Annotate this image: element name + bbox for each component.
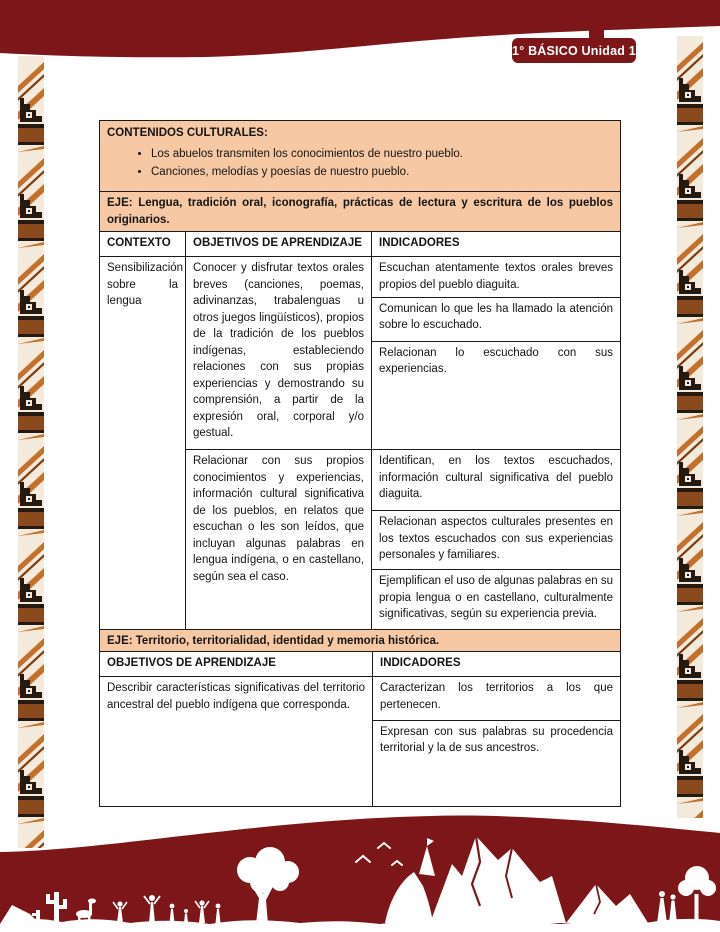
list-item: • Los abuelos transmiten los conocimientos de nuestro pueblo. — [151, 146, 613, 163]
eje-territorio-cell: EJE: Territorio, territorialidad, identidad y memoria histórica. — [100, 629, 620, 651]
indicador-cell: Caracterizan los territorios a los que pertenecen. — [380, 682, 613, 711]
objetivo-cell: Relacionar con sus propios conocimientos y experiencias, información cultural significativa de los pueblos, en relatos que escuchan o les son leídos, que incluyan algunas palabras en lengua indígena, o en castellano, según sea el caso. — [186, 449, 371, 629]
column-header-indicadores: INDICADORES — [372, 652, 620, 676]
list-item: • Canciones, melodías y poesías de nuestro pueblo. — [151, 164, 613, 181]
column-header-contexto: CONTEXTO — [107, 237, 171, 249]
oa-rows-lengua — [100, 256, 620, 629]
indicador-cell: Comunican lo que les ha llamado la atención sobre lo escuchado. — [372, 297, 620, 341]
andean-pattern-border-right — [677, 36, 703, 818]
oa-rows-territorio — [100, 676, 620, 806]
column-header-objetivos: OBJETIVOS DE APRENDIZAJE — [107, 657, 276, 669]
objetivo-cell: Conocer y disfrutar textos orales breves (canciones, poemas, adivinanzas, trabalenguas u otros juegos lingüísticos), propios de la tradición de los pueblos indígenas, estableciendo relaciones con sus propias experiencias y demostrando su comprensión, a partir de la expresión oral, corporal y/o gestual. — [193, 262, 364, 439]
curriculum-table — [99, 120, 621, 807]
indicador-cell: Relacionan lo escuchado con sus experiencias. — [372, 341, 620, 450]
column-header-indicadores: INDICADORES — [371, 232, 620, 256]
indicador-cell: Expresan con sus palabras su procedencia territorial y la de sus ancestros. — [373, 720, 620, 806]
unit-badge-label: 1° BÁSICO Unidad 1 — [512, 43, 636, 58]
eje-lengua-cell: EJE: Lengua, tradición oral, iconografía, prácticas de lectura y escritura de los pueblos originarios. — [100, 191, 620, 231]
indicador-cell: Identifican, en los textos escuchados, información cultural significativa del pueblo diaguita. — [372, 449, 620, 510]
indicador-cell: Relacionan aspectos culturales presentes en los textos escuchados con sus experiencias personales y familiares. — [372, 510, 620, 569]
cultural-contents-list — [107, 146, 613, 181]
cultural-contents-title: CONTENIDOS CULTURALES: — [107, 127, 268, 139]
contexto-cell: Sensibilización sobre la lengua — [107, 262, 184, 307]
indicador-cell: Escuchan atentamente textos orales breves propios del pueblo diaguita. — [379, 262, 613, 291]
column-header-objetivos: OBJETIVOS DE APRENDIZAJE — [185, 232, 371, 256]
indicadores-column — [371, 257, 620, 629]
unit-badge — [512, 38, 636, 63]
objetivo-cell: Describir características significativas del territorio ancestral del pueblo indígena que corresponda. — [107, 682, 365, 711]
cultural-contents-cell — [100, 121, 620, 191]
indicador-cell: Ejemplifican el uso de algunas palabras en su propia lengua o en castellano, culturalmente significativas, según su experiencia previa. — [372, 569, 620, 629]
table-header-row-lengua — [100, 231, 620, 256]
objetivos-column — [185, 257, 371, 629]
table-header-row-territorio — [100, 651, 620, 676]
footer-landscape-illustration — [0, 810, 720, 932]
indicadores-column — [372, 677, 620, 806]
andean-pattern-fill — [677, 36, 703, 818]
andean-pattern-border-left — [18, 56, 44, 848]
andean-pattern-fill — [18, 56, 44, 848]
